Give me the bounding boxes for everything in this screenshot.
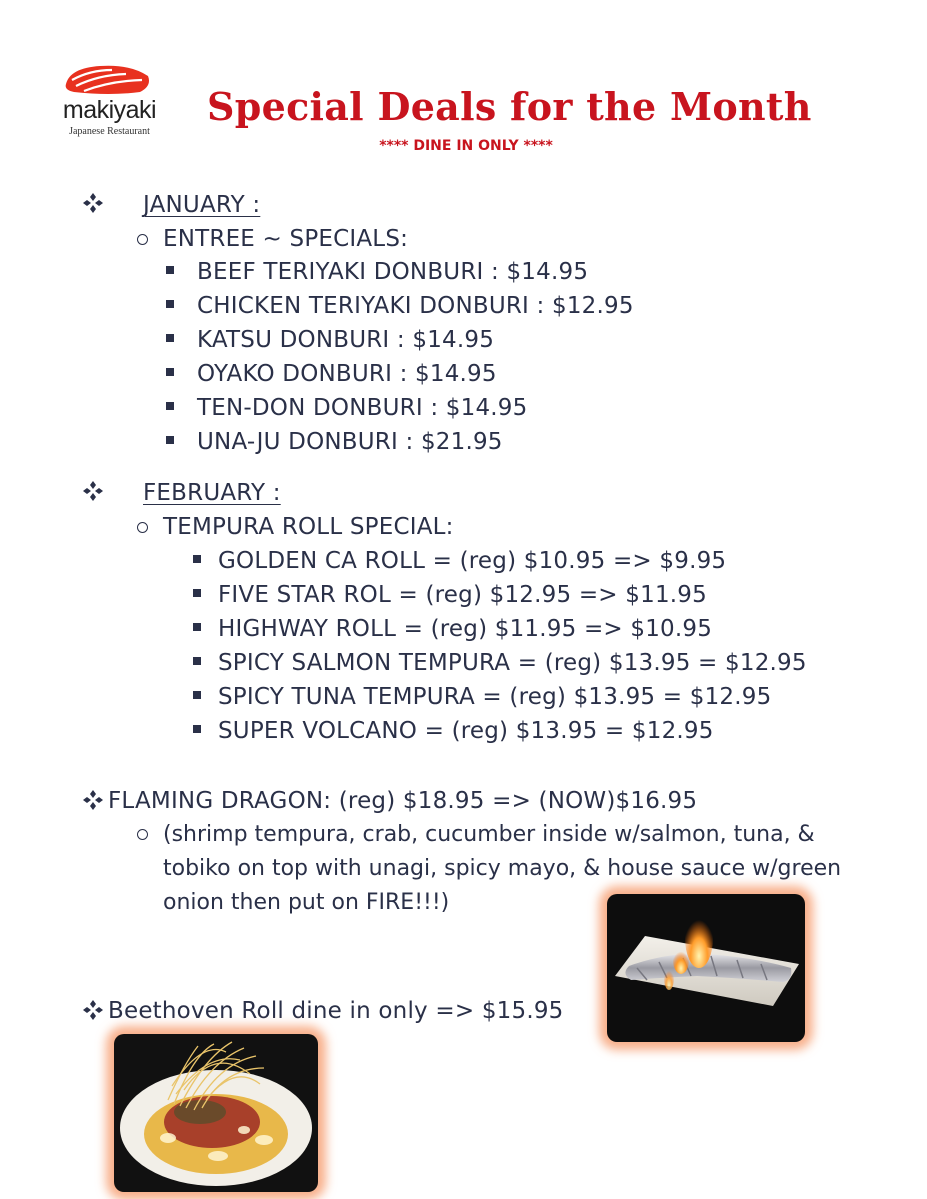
square-bullet-icon (193, 657, 201, 665)
flaming-roll-image (607, 894, 805, 1042)
february-item: FIVE STAR ROL = (reg) $12.95 => $11.95 (218, 582, 707, 608)
january-item: BEEF TERIYAKI DONBURI : $14.95 (197, 259, 589, 285)
diamond-bullet-icon (82, 192, 104, 214)
diamond-bullet-icon (82, 789, 104, 811)
square-bullet-icon (166, 436, 174, 444)
flaming-dragon-heading: FLAMING DRAGON: (reg) $18.95 => (NOW)$16.95 (108, 788, 698, 814)
february-item: SUPER VOLCANO = (reg) $13.95 = $12.95 (218, 718, 714, 744)
january-item: UNA-JU DONBURI : $21.95 (197, 429, 503, 455)
january-subheading: ENTREE ~ SPECIALS: (163, 226, 409, 252)
square-bullet-icon (166, 266, 174, 274)
february-item: HIGHWAY ROLL = (reg) $11.95 => $10.95 (218, 616, 713, 642)
january-item: CHICKEN TERIYAKI DONBURI : $12.95 (197, 293, 634, 319)
page-title: Special Deals for the Month (207, 84, 812, 129)
logo-name: makiyaki (62, 96, 157, 124)
january-item: OYAKO DONBURI : $14.95 (197, 361, 497, 387)
square-bullet-icon (193, 691, 201, 699)
square-bullet-icon (193, 623, 201, 631)
february-item: GOLDEN CA ROLL = (reg) $10.95 => $9.95 (218, 548, 727, 574)
square-bullet-icon (166, 300, 174, 308)
february-subheading: TEMPURA ROLL SPECIAL: (163, 514, 454, 540)
february-item: SPICY SALMON TEMPURA = (reg) $13.95 = $12.95 (218, 650, 807, 676)
square-bullet-icon (166, 368, 174, 376)
beethoven-roll-image (114, 1034, 318, 1192)
flaming-dragon-photo (607, 894, 805, 1042)
square-bullet-icon (193, 555, 201, 563)
circle-bullet-icon (137, 522, 148, 533)
february-heading: FEBRUARY : (143, 480, 281, 506)
circle-bullet-icon (137, 829, 148, 840)
diamond-bullet-icon (82, 999, 104, 1021)
restaurant-logo (52, 62, 167, 140)
diamond-bullet-icon (82, 480, 104, 502)
january-item: KATSU DONBURI : $14.95 (197, 327, 495, 353)
page-subtitle: **** DINE IN ONLY **** (379, 138, 553, 154)
flaming-dragon-description: (shrimp tempura, crab, cucumber inside w/salmon, tuna, & tobiko on top with unagi, spicy mayo, & house sauce w/green onion then put on FIRE!!!) (163, 822, 842, 915)
square-bullet-icon (166, 334, 174, 342)
january-item: TEN-DON DONBURI : $14.95 (197, 395, 528, 421)
square-bullet-icon (166, 402, 174, 410)
logo-tagline: Japanese Restaurant (69, 126, 150, 137)
beethoven-heading: Beethoven Roll dine in only => $15.95 (108, 998, 564, 1024)
square-bullet-icon (193, 589, 201, 597)
february-item: SPICY TUNA TEMPURA = (reg) $13.95 = $12.95 (218, 684, 772, 710)
january-heading: JANUARY : (143, 192, 261, 218)
circle-bullet-icon (137, 234, 148, 245)
square-bullet-icon (193, 725, 201, 733)
sushi-logo-icon (60, 62, 160, 98)
beethoven-roll-photo (114, 1034, 318, 1192)
